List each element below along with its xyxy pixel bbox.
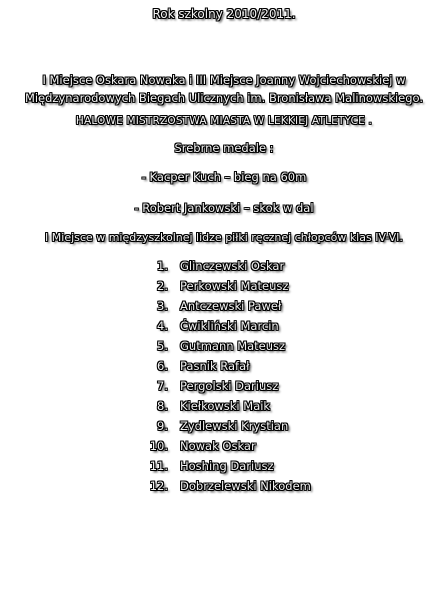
list-item-name: Perkowski Mateusz: [180, 279, 289, 293]
list-item-number: 10.: [149, 439, 168, 453]
spacer: [4, 23, 444, 71]
list-item: [4, 256, 444, 276]
list-item-number: 1.: [157, 259, 168, 273]
list-item-name: Glinczewski Oskar: [180, 259, 285, 273]
medal-item-2: - Robert Jankowski – skok w dal: [134, 201, 314, 215]
list-item-name: Kiełkowski Maik: [180, 399, 271, 413]
list-item-name: Gutmann Mateusz: [180, 339, 286, 353]
list-item-name: Ćwikliński Marcin: [180, 319, 279, 333]
list-item-number: 8.: [157, 399, 168, 413]
silver-medals-heading: Srebrne medale :: [174, 141, 274, 155]
school-year-heading: Rok szkolny 2010/2011.: [152, 7, 296, 21]
list-item-number: 6.: [157, 359, 168, 373]
list-item-name: Pergolski Dariusz: [180, 379, 279, 393]
list-item-number: 7.: [157, 379, 168, 393]
championship-title: HALOWE MISTRZOSTWA MIASTA W LEKKIEJ ATLETYCE .: [75, 115, 373, 127]
team-result: I Miejsce w międzyszkolnej lidze piłki ręcznej chłopców klas IV-VI.: [45, 231, 403, 244]
list-item: [4, 356, 444, 376]
team-roster-list: [4, 256, 444, 496]
list-item-number: 4.: [157, 319, 168, 333]
list-item: [4, 436, 444, 456]
list-item: [4, 316, 444, 336]
list-item-number: 2.: [157, 279, 168, 293]
list-item-number: 11.: [149, 459, 168, 473]
list-item-name: Zydlewski Krystian: [180, 419, 289, 433]
list-item: [4, 296, 444, 316]
list-item: [4, 336, 444, 356]
list-item-number: 3.: [157, 299, 168, 313]
list-item-name: Dobrzelewski Nikodem: [180, 479, 311, 493]
list-item-name: Nowak Oskar: [180, 439, 256, 453]
list-item: [4, 456, 444, 476]
list-item-number: 9.: [157, 419, 168, 433]
list-item: [4, 416, 444, 436]
list-item: [4, 476, 444, 496]
places-paragraph: I Miejsce Oskara Nowaka i III Miejsce Joanny Wojciechowskiej w Międzynarodowych Biegach Ulicznych im. Bronisława Malinowskiego.: [24, 73, 424, 105]
list-item: [4, 396, 444, 416]
list-item: [4, 376, 444, 396]
list-item-number: 12.: [149, 479, 168, 493]
list-item-name: Antczewski Paweł: [180, 299, 282, 313]
list-item-name: Hoshing Dariusz: [180, 459, 274, 473]
list-item: [4, 276, 444, 296]
list-item-name: Pasnik Rafał: [180, 359, 250, 373]
medal-item-1: - Kacper Kuch – bieg na 60m: [141, 170, 307, 184]
list-item-number: 5.: [157, 339, 168, 353]
